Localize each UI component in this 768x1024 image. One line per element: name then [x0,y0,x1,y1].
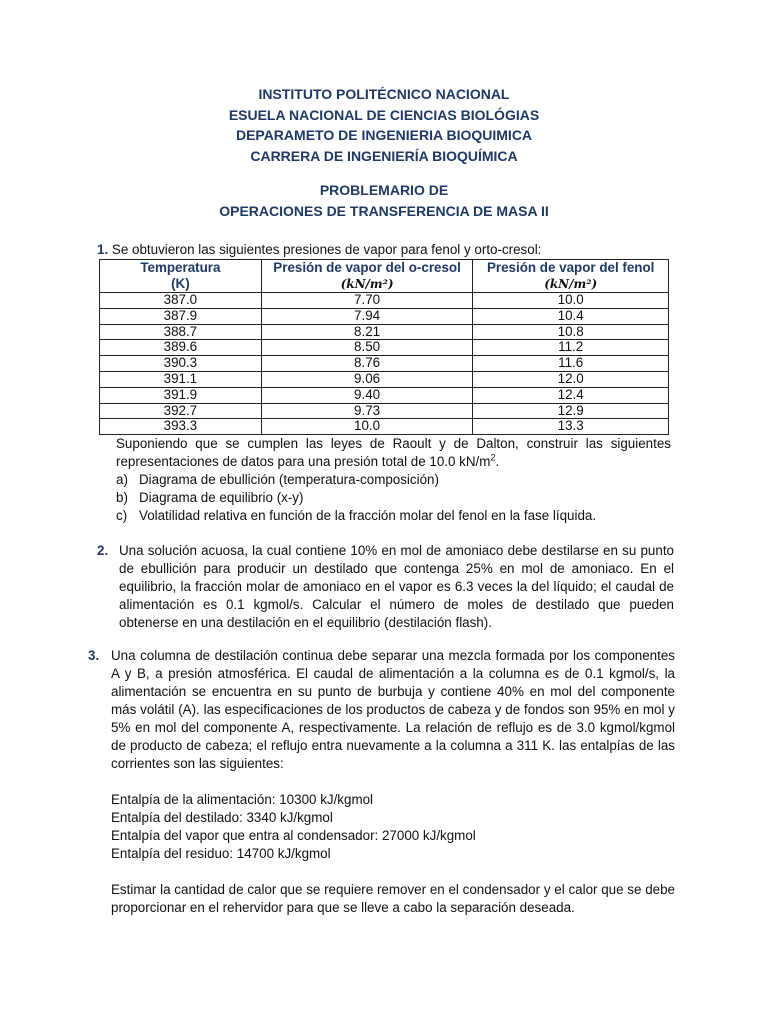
enthalpy-vapor: Entalpía del vapor que entra al condensador: 27000 kJ/kgmol [111,828,476,843]
problem-1-intro-text: Se obtuvieron las siguientes presiones de vapor para fenol y orto-cresol: [111,242,542,257]
table-row [100,324,669,340]
problem-1-statement: Suponiendo que se cumplen las leyes de Raoult y de Dalton, construir las siguientes representaciones de datos para una presión total de 10.0 $kN/m^2$. [116,436,671,469]
list-item: b) Diagrama de equilibrio (x-y) [116,490,304,505]
table-cell: 8.21 [261,324,473,340]
table-cell: 9.40 [261,387,473,403]
table-cell: 12.0 [473,371,669,387]
document-header [0,84,768,221]
table-header-phenol: Presión de vapor del fenol (kN/m²) [473,260,669,293]
table-header-temperature: Temperatura (K) [100,260,262,293]
table-cell: 390.3 [100,356,262,372]
document-title-line1: PROBLEMARIO DE [319,182,449,198]
table-cell: 10.4 [473,308,669,324]
table-cell: 7.70 [261,293,473,309]
problem-2-number: 2. [97,543,109,558]
list-item: a) Diagrama de ebullición (temperatura-composición) [116,472,439,487]
problem-3-question: Estimar la cantidad de calor que se requiere remover en el condensador y el calor que se debe proporcionar en el rehervidor para que se lleve a cabo la separación deseada. [111,882,675,915]
table-cell: 10.0 [261,419,473,435]
problem-2-text: Una solución acuosa, la cual contiene 10% en mol de amoniaco debe destilarse en su punto de ebullición para producir un destilado que contenga 25% en mol de amoniaco. En el equilibrio, la fracción molar de amoniaco en el vapor es 6.3 veces la del líquido; el caudal de alimentación es 0.1 kgmol/s. Calcular el número de moles de destilado que pueden obtenerse en una destilación en el equilibrio (destilación flash). [119,543,674,630]
problem-3-enthalpies [111,791,675,863]
table-cell: 388.7 [100,324,262,340]
table-cell: 393.3 [100,419,262,435]
table-cell: 387.0 [100,293,262,309]
enthalpy-feed: Entalpía de la alimentación: 10300 kJ/kgmol [111,792,374,807]
table-cell: 9.06 [261,371,473,387]
table-cell: 391.9 [100,387,262,403]
table-cell: 8.50 [261,340,473,356]
table-cell: 12.4 [473,387,669,403]
problem-3-number: 3. [88,648,100,663]
problem-1-number: 1. [97,242,109,257]
table-header-row [100,260,669,293]
table-row [100,387,669,403]
table-cell: 7.94 [261,308,473,324]
table-cell: 12.9 [473,403,669,419]
table-body [100,293,669,435]
school-name: ESUELA NACIONAL DE CIENCIAS BIOLÓGIAS [228,106,540,123]
table-cell: 8.76 [261,356,473,372]
table-row [100,371,669,387]
table-cell: 13.3 [473,419,669,435]
vapor-pressure-table [99,259,669,435]
career-name: CARRERA DE INGENIERÍA BIOQUÍMICA [250,147,518,164]
enthalpy-residue: Entalpía del residuo: 14700 kJ/kgmol [111,846,331,861]
table-cell: 387.9 [100,308,262,324]
table-row [100,356,669,372]
table-row [100,293,669,309]
enthalpy-distillate: Entalpía del destilado: 3340 kJ/kgmol [111,810,333,825]
table-cell: 11.2 [473,340,669,356]
table-cell: 389.6 [100,340,262,356]
list-item: c) Volatilidad relativa en función de la fracción molar del fenol en la fase líquida. [116,508,597,523]
table-cell: 10.0 [473,293,669,309]
table-cell: 9.73 [261,403,473,419]
table-cell: 11.6 [473,356,669,372]
department-name: DEPARAMETO DE INGENIERIA BIOQUIMICA [235,127,533,143]
problem-1-items [116,471,676,525]
problem-1-intro [97,241,677,259]
problem-3-text: Una columna de destilación continua debe separar una mezcla formada por los componentes A y B, a presión atmosférica. El caudal de alimentación a la columna es de 0.1 kgmol/s, la alimentación se encuentra en su punto de burbuja y contiene 40% en mol del componente más volátil (A). las especificaciones de los productos de cabeza y de fondos son 95% en mol y 5% en mol del componente A, respectivamente. La relación de reflujo es de 3.0 kgmol/kgmol de producto de cabeza; el reflujo entra nuevamente a la columna a 311 K. las entalpías de las corrientes son las siguientes: [111,648,675,771]
document-title-line2: OPERACIONES DE TRANSFERENCIA DE MASA II [219,202,549,219]
table-cell: 391.1 [100,371,262,387]
table-cell: 392.7 [100,403,262,419]
table-cell: 10.8 [473,324,669,340]
problem-2 [97,542,675,632]
problem-3 [88,647,675,917]
institution-name: INSTITUTO POLITÉCNICO NACIONAL [258,86,510,102]
table-row [100,419,669,435]
table-header-ocresol: Presión de vapor del o-cresol (kN/m²) [261,260,473,293]
table-row [100,308,669,324]
table-row [100,403,669,419]
table-row [100,340,669,356]
